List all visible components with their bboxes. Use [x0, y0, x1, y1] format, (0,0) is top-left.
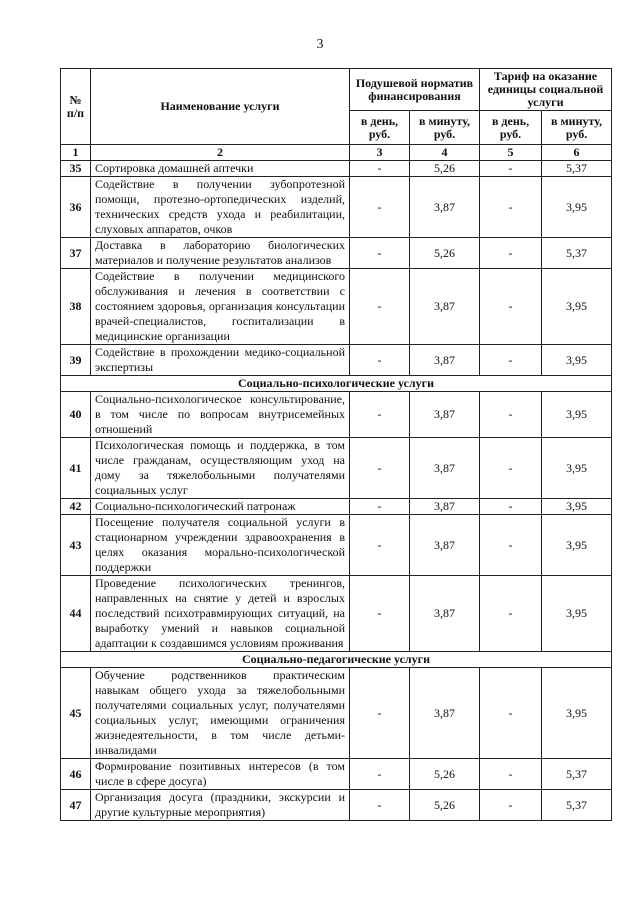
table-row: [61, 576, 612, 652]
tariff-per-day: -: [480, 269, 542, 345]
service-name: Посещение получателя социальной услуги в стационарном учреждении здравоохранения в целях оказания морально-психологической поддержки: [91, 515, 350, 576]
norm-per-minute: 5,26: [410, 790, 480, 821]
norm-per-minute: 3,87: [410, 438, 480, 499]
norm-per-day: -: [350, 790, 410, 821]
header-norm-per-minute: в минуту, руб.: [410, 111, 480, 145]
norm-per-minute: 3,87: [410, 269, 480, 345]
header-norm: Подушевой норматив финансирования: [350, 69, 480, 111]
norm-per-day: -: [350, 177, 410, 238]
norm-per-day: -: [350, 668, 410, 759]
service-name: Психологическая помощь и поддержка, в том числе гражданам, осуществляющим уход на дому за тяжелобольными получателями социальных услуг: [91, 438, 350, 499]
service-name: Содействие в получении зубопротезной помощи, протезно-ортопедических изделий, технических средств ухода и реабилитации, слуховых аппаратов, очков: [91, 177, 350, 238]
table-row: [61, 759, 612, 790]
tariff-per-day: -: [480, 515, 542, 576]
tariff-table: [60, 68, 612, 821]
service-name: Социально-психологический патронаж: [91, 499, 350, 515]
tariff-per-day: -: [480, 576, 542, 652]
tariff-per-day: -: [480, 177, 542, 238]
row-number: 47: [61, 790, 91, 821]
tariff-per-day: -: [480, 345, 542, 376]
column-index: 5: [480, 145, 542, 161]
header-num: № п/п: [61, 69, 91, 145]
table-row: [61, 392, 612, 438]
norm-per-minute: 3,87: [410, 515, 480, 576]
norm-per-day: -: [350, 438, 410, 499]
norm-per-minute: 3,87: [410, 576, 480, 652]
tariff-per-minute: 5,37: [542, 759, 612, 790]
row-number: 38: [61, 269, 91, 345]
norm-per-minute: 3,87: [410, 499, 480, 515]
row-number: 45: [61, 668, 91, 759]
table-row: [61, 790, 612, 821]
tariff-per-day: -: [480, 499, 542, 515]
norm-per-minute: 3,87: [410, 668, 480, 759]
service-name: Содействие в получении медицинского обслуживания и лечения в соответствии с состоянием здоровья, организация консультации врачей-специалистов, госпитализации в медицинские организации: [91, 269, 350, 345]
table-row: [61, 515, 612, 576]
service-name: Доставка в лабораторию биологических материалов и получение результатов анализов: [91, 238, 350, 269]
service-name: Обучение родственников практическим навыкам общего ухода за тяжелобольными получателями социальных услуг, получателями социальных услуг, имеющими ограничения жизнедеятельности, в том числе детьми-инвалидами: [91, 668, 350, 759]
tariff-per-minute: 3,95: [542, 392, 612, 438]
table-row: [61, 499, 612, 515]
table-row: [61, 668, 612, 759]
norm-per-minute: 3,87: [410, 345, 480, 376]
service-name: Сортировка домашней аптечки: [91, 161, 350, 177]
tariff-per-minute: 3,95: [542, 668, 612, 759]
section-row: [61, 652, 612, 668]
tariff-per-day: -: [480, 392, 542, 438]
tariff-per-minute: 5,37: [542, 238, 612, 269]
column-index: 2: [91, 145, 350, 161]
section-heading: Социально-педагогические услуги: [61, 652, 612, 668]
tariff-per-minute: 3,95: [542, 438, 612, 499]
row-number: 42: [61, 499, 91, 515]
header-tariff: Тариф на оказание единицы социальной услуги: [480, 69, 612, 111]
table-row: [61, 161, 612, 177]
norm-per-minute: 3,87: [410, 177, 480, 238]
column-index-row: [61, 145, 612, 161]
norm-per-minute: 5,26: [410, 161, 480, 177]
tariff-per-minute: 5,37: [542, 161, 612, 177]
page-number: 3: [316, 37, 324, 52]
tariff-per-minute: 5,37: [542, 790, 612, 821]
norm-per-day: -: [350, 345, 410, 376]
tariff-per-day: -: [480, 161, 542, 177]
norm-per-day: -: [350, 392, 410, 438]
norm-per-minute: 3,87: [410, 392, 480, 438]
row-number: 43: [61, 515, 91, 576]
section-heading: Социально-психологические услуги: [61, 376, 612, 392]
column-index: 1: [61, 145, 91, 161]
norm-per-day: -: [350, 499, 410, 515]
row-number: 44: [61, 576, 91, 652]
header-tariff-per-minute: в минуту, руб.: [542, 111, 612, 145]
tariff-per-minute: 3,95: [542, 177, 612, 238]
header-norm-per-day: в день, руб.: [350, 111, 410, 145]
tariff-per-minute: 3,95: [542, 515, 612, 576]
tariff-per-day: -: [480, 668, 542, 759]
norm-per-minute: 5,26: [410, 238, 480, 269]
tariff-per-day: -: [480, 238, 542, 269]
table-row: [61, 269, 612, 345]
tariff-per-minute: 3,95: [542, 345, 612, 376]
header-service: Наименование услуги: [91, 69, 350, 145]
tariff-per-minute: 3,95: [542, 499, 612, 515]
tariff-per-minute: 3,95: [542, 269, 612, 345]
tariff-per-day: -: [480, 759, 542, 790]
service-name: Проведение психологических тренингов, направленных на снятие у детей и взрослых последствий психотравмирующих ситуаций, на выработку умений и навыков социальной адаптации к создавшимся условиям проживания: [91, 576, 350, 652]
tariff-per-day: -: [480, 790, 542, 821]
norm-per-day: -: [350, 515, 410, 576]
service-name: Формирование позитивных интересов (в том числе в сфере досуга): [91, 759, 350, 790]
row-number: 40: [61, 392, 91, 438]
table-row: [61, 177, 612, 238]
table-row: [61, 238, 612, 269]
header-tariff-per-day: в день, руб.: [480, 111, 542, 145]
row-number: 36: [61, 177, 91, 238]
service-name: Организация досуга (праздники, экскурсии и другие культурные мероприятия): [91, 790, 350, 821]
column-index: 4: [410, 145, 480, 161]
norm-per-day: -: [350, 161, 410, 177]
norm-per-minute: 5,26: [410, 759, 480, 790]
tariff-per-minute: 3,95: [542, 576, 612, 652]
norm-per-day: -: [350, 576, 410, 652]
norm-per-day: -: [350, 269, 410, 345]
column-index: 6: [542, 145, 612, 161]
service-name: Социально-психологическое консультирование, в том числе по вопросам внутрисемейных отношений: [91, 392, 350, 438]
table-row: [61, 345, 612, 376]
row-number: 46: [61, 759, 91, 790]
service-name: Содействие в прохождении медико-социальной экспертизы: [91, 345, 350, 376]
row-number: 41: [61, 438, 91, 499]
table-row: [61, 438, 612, 499]
tariff-per-day: -: [480, 438, 542, 499]
norm-per-day: -: [350, 238, 410, 269]
row-number: 35: [61, 161, 91, 177]
row-number: 39: [61, 345, 91, 376]
row-number: 37: [61, 238, 91, 269]
column-index: 3: [350, 145, 410, 161]
norm-per-day: -: [350, 759, 410, 790]
section-row: [61, 376, 612, 392]
